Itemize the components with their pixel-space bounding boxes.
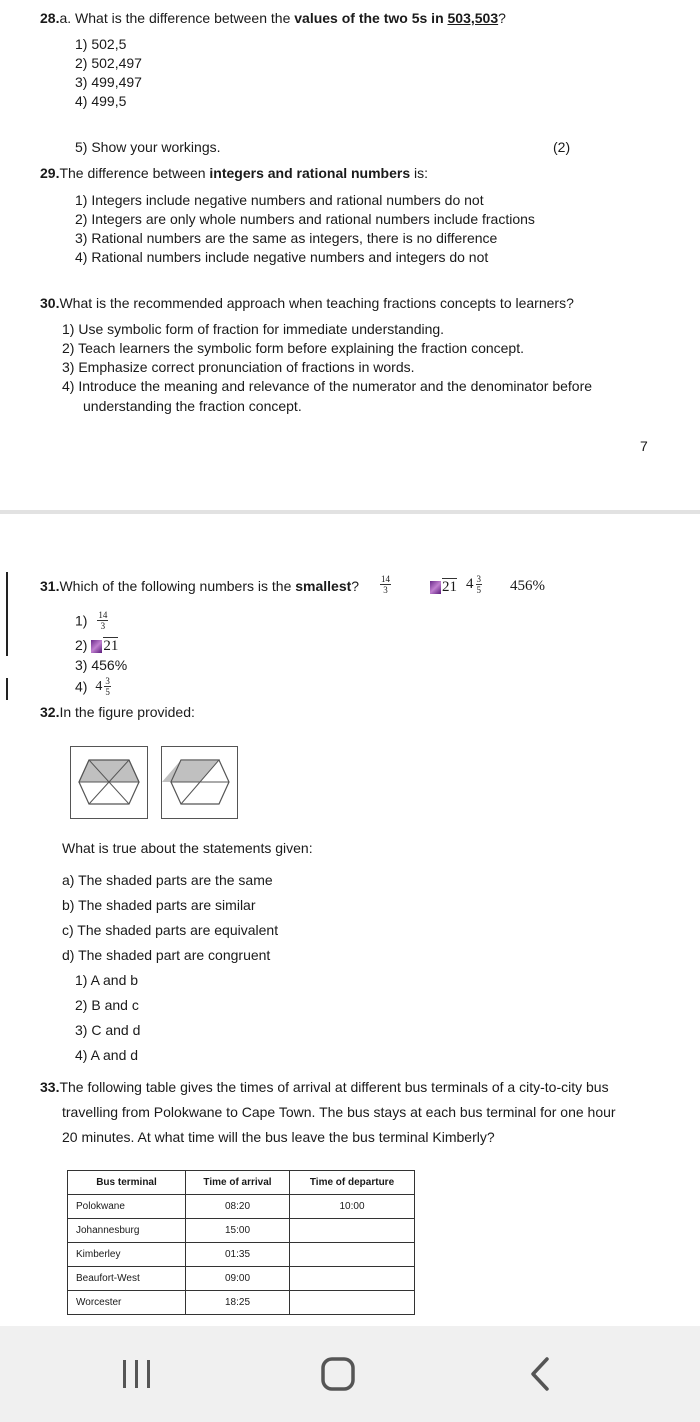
q29-option-4[interactable]: 4) Rational numbers include negative numbers and integers do not [75, 249, 489, 265]
q30-option-4-cont: understanding the fraction concept. [83, 398, 302, 414]
hexagon-figure-2 [162, 747, 238, 819]
margin-bar-2 [6, 678, 8, 700]
cell-terminal: Kimberley [68, 1243, 186, 1267]
margin-bar-1 [6, 572, 8, 656]
q28-number: 28. [40, 10, 60, 26]
q33-stem [40, 1079, 609, 1095]
q29-option-1[interactable]: 1) Integers include negative numbers and rational numbers do not [75, 192, 484, 208]
q31-option-3[interactable]: 3) 456% [75, 657, 128, 673]
q31-option-4[interactable]: 4) 4 $\frac{3}{5}$ [75, 676, 110, 697]
q30-number: 30. [40, 295, 60, 311]
q32-stem [40, 704, 195, 720]
q31-post: ? [351, 578, 360, 594]
cell-arrival: 18:25 [186, 1291, 290, 1315]
q28-option-4[interactable]: 4) 499,5 [75, 93, 127, 109]
q31-bold: smallest [295, 578, 352, 594]
q33-line-3: 20 minutes. At what time will the bus leave the bus terminal Kimberly? [62, 1129, 495, 1145]
q32-statement-d: d) The shaded part are congruent [62, 947, 271, 963]
q29-bold: integers and rational numbers [209, 165, 411, 181]
home-icon[interactable] [319, 1356, 357, 1392]
table-row [68, 1243, 415, 1267]
page-divider [0, 510, 700, 514]
q31-number: 31. [40, 578, 60, 594]
q28-option-2[interactable]: 2) 502,497 [75, 55, 142, 71]
cell-departure [290, 1219, 415, 1243]
q30-option-2[interactable]: 2) Teach learners the symbolic form before explaining the fraction concept. [62, 340, 524, 356]
table-row [68, 1195, 415, 1219]
q32-question: What is true about the statements given: [62, 840, 313, 856]
q30-text: What is the recommended approach when teaching fractions concepts to learners? [59, 295, 574, 311]
q33-line-2: travelling from Polokwane to Cape Town. The bus stays at each bus terminal for one hour [62, 1104, 616, 1120]
cell-terminal: Johannesburg [68, 1219, 186, 1243]
q31-stem-fraction: $\frac{14}{3}$ [381, 574, 390, 595]
q33-number: 33. [40, 1079, 60, 1095]
q32-statement-a: a) The shaded parts are the same [62, 872, 273, 888]
q30-option-3[interactable]: 3) Emphasize correct pronunciation of fractions in words. [62, 359, 415, 375]
q32-statement-c: c) The shaded parts are equivalent [62, 922, 279, 938]
table-row [68, 1219, 415, 1243]
cell-arrival: 15:00 [186, 1219, 290, 1243]
q31-stem-mixed: 4 $\frac{3}{5}$ [466, 574, 481, 595]
header-departure: Time of departure [290, 1171, 415, 1195]
cell-terminal: Worcester [68, 1291, 186, 1315]
cell-arrival: 01:35 [186, 1243, 290, 1267]
q28-post: ? [498, 10, 506, 26]
cell-arrival: 09:00 [186, 1267, 290, 1291]
q28-number-value: 503,503 [447, 10, 499, 26]
q31-stem [40, 578, 359, 594]
cell-departure: 10:00 [290, 1195, 415, 1219]
q31-pre: Which of the following numbers is the [59, 578, 296, 594]
cell-departure [290, 1243, 415, 1267]
q32-option-2[interactable]: 2) B and c [75, 997, 139, 1013]
bus-table-header [68, 1171, 415, 1195]
q28-stem [40, 10, 506, 26]
recent-apps-icon[interactable] [120, 1357, 154, 1391]
q31-option-2[interactable]: 2) 21 [75, 637, 119, 654]
q32-option-4[interactable]: 4) A and d [75, 1047, 139, 1063]
bus-table [67, 1170, 415, 1315]
q28-option-3[interactable]: 3) 499,497 [75, 74, 142, 90]
header-bus-terminal: Bus terminal [68, 1171, 186, 1195]
q32-number: 32. [40, 704, 60, 720]
q29-pre: The difference between [59, 165, 210, 181]
cell-departure [290, 1267, 415, 1291]
q32-statement-b: b) The shaded parts are similar [62, 897, 256, 913]
table-row [68, 1267, 415, 1291]
header-arrival: Time of arrival [186, 1171, 290, 1195]
q28-marks: (2) [553, 139, 571, 155]
page-number: 7 [640, 438, 648, 454]
q31-stem-sqrt: 21 [430, 578, 457, 596]
q32-option-3[interactable]: 3) C and d [75, 1022, 141, 1038]
q29-post: is: [410, 165, 429, 181]
q28-pre: a. What is the difference between the [59, 10, 295, 26]
table-row [68, 1291, 415, 1315]
q32-figure [70, 746, 240, 819]
q30-option-4[interactable]: 4) Introduce the meaning and relevance of the numerator and the denominator before [62, 378, 593, 394]
q28-workings: 5) Show your workings. [75, 139, 221, 155]
cell-terminal: Polokwane [68, 1195, 186, 1219]
sqrt-icon [91, 640, 102, 653]
q28-bold: values of the two 5s in [294, 10, 448, 26]
system-nav-bar [0, 1326, 700, 1422]
cell-arrival: 08:20 [186, 1195, 290, 1219]
back-icon[interactable] [525, 1356, 555, 1392]
q28-option-1[interactable]: 1) 502,5 [75, 36, 127, 52]
q31-option-1[interactable]: 1) $\frac{14}{3}$ [75, 610, 108, 631]
q29-stem [40, 165, 428, 181]
q29-option-2[interactable]: 2) Integers are only whole numbers and rational numbers include fractions [75, 211, 535, 227]
sqrt-icon [430, 581, 441, 594]
q30-stem [40, 295, 574, 311]
q29-number: 29. [40, 165, 60, 181]
cell-departure [290, 1291, 415, 1315]
q32-option-1[interactable]: 1) A and b [75, 972, 139, 988]
q32-text: In the figure provided: [59, 704, 195, 720]
q33-line-1: The following table gives the times of arrival at different bus terminals of a city-to-city bus [59, 1079, 609, 1095]
q29-option-3[interactable]: 3) Rational numbers are the same as integers, there is no difference [75, 230, 498, 246]
q30-option-1[interactable]: 1) Use symbolic form of fraction for immediate understanding. [62, 321, 445, 337]
cell-terminal: Beaufort-West [68, 1267, 186, 1291]
q31-stem-percent: 456% [510, 578, 545, 594]
hexagon-figure-1 [71, 747, 148, 819]
